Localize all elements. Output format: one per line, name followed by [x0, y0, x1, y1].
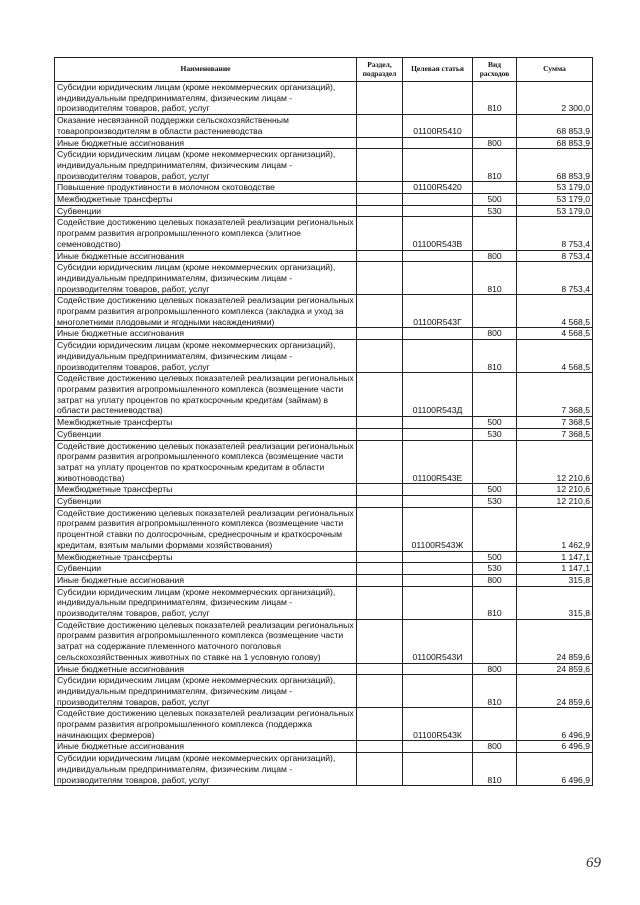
table-row — [55, 708, 593, 741]
cell-name: Субсидии юридическим лицам (кроме некоммерческих организаций), индивидуальным предпринимателям, физическим лицам - производителям товаров, работ, услуг — [55, 149, 357, 182]
table-row — [55, 250, 593, 262]
table-row — [55, 574, 593, 586]
cell-name: Повышение продуктивности в молочном скотоводстве — [55, 182, 357, 194]
table-row — [55, 217, 593, 250]
table-row — [55, 262, 593, 295]
cell-sum: 53 179,0 — [517, 194, 593, 206]
cell-section — [357, 373, 403, 417]
cell-sum: 6 496,9 — [517, 741, 593, 753]
cell-target — [403, 563, 473, 575]
cell-name: Иные бюджетные ассигнования — [55, 663, 357, 675]
cell-expense: 530 — [473, 205, 517, 217]
cell-target — [403, 663, 473, 675]
cell-target — [403, 574, 473, 586]
table-row — [55, 551, 593, 563]
table-body — [55, 82, 593, 786]
cell-name: Иные бюджетные ассигнования — [55, 741, 357, 753]
cell-name: Иные бюджетные ассигнования — [55, 250, 357, 262]
table-row — [55, 484, 593, 496]
cell-expense: 800 — [473, 137, 517, 149]
cell-expense: 810 — [473, 262, 517, 295]
cell-sum: 53 179,0 — [517, 205, 593, 217]
cell-section — [357, 484, 403, 496]
cell-expense: 810 — [473, 82, 517, 115]
table-row — [55, 82, 593, 115]
cell-target: 01100R543Ж — [403, 507, 473, 551]
cell-section — [357, 563, 403, 575]
cell-expense — [473, 182, 517, 194]
cell-sum: 4 568,5 — [517, 340, 593, 373]
cell-expense: 800 — [473, 250, 517, 262]
cell-section — [357, 149, 403, 182]
cell-sum: 4 568,5 — [517, 328, 593, 340]
budget-table — [54, 57, 593, 786]
cell-section — [357, 663, 403, 675]
cell-expense — [473, 115, 517, 137]
cell-section — [357, 194, 403, 206]
cell-sum: 1 462,9 — [517, 507, 593, 551]
cell-target — [403, 82, 473, 115]
cell-expense: 810 — [473, 586, 517, 619]
cell-expense — [473, 507, 517, 551]
cell-section — [357, 675, 403, 708]
cell-expense: 500 — [473, 551, 517, 563]
cell-target: 01100R543К — [403, 708, 473, 741]
cell-name: Содействие достижению целевых показателей реализации региональных программ развития агропромышленного комплекса (возмещение части затрат на уплату процентов по краткосрочным кредитам (займам) в области растениеводства) — [55, 373, 357, 417]
cell-section — [357, 295, 403, 328]
cell-target — [403, 586, 473, 619]
cell-section — [357, 428, 403, 440]
table-row — [55, 417, 593, 429]
cell-expense: 800 — [473, 574, 517, 586]
cell-expense — [473, 619, 517, 663]
header-expense: Вид расходов — [473, 58, 517, 82]
table-row — [55, 115, 593, 137]
cell-sum: 6 496,9 — [517, 753, 593, 786]
cell-sum: 68 853,9 — [517, 137, 593, 149]
cell-name: Субвенции — [55, 496, 357, 508]
cell-target: 01100R543И — [403, 619, 473, 663]
table-row — [55, 563, 593, 575]
cell-target — [403, 194, 473, 206]
cell-name: Межбюджетные трансферты — [55, 417, 357, 429]
cell-section — [357, 496, 403, 508]
cell-target — [403, 753, 473, 786]
cell-target — [403, 417, 473, 429]
cell-target — [403, 205, 473, 217]
cell-sum: 1 147,1 — [517, 563, 593, 575]
cell-name: Иные бюджетные ассигнования — [55, 137, 357, 149]
cell-name: Межбюджетные трансферты — [55, 194, 357, 206]
cell-name: Содействие достижению целевых показателей реализации региональных программ развития агропромышленного комплекса (закладка и уход за многолетними плодовыми и ягодными насаждениями) — [55, 295, 357, 328]
cell-target — [403, 262, 473, 295]
table-row — [55, 619, 593, 663]
cell-target — [403, 675, 473, 708]
header-sum: Сумма — [517, 58, 593, 82]
cell-sum: 7 368,5 — [517, 373, 593, 417]
cell-section — [357, 417, 403, 429]
cell-sum: 12 210,6 — [517, 440, 593, 484]
table-row — [55, 340, 593, 373]
cell-name: Межбюджетные трансферты — [55, 484, 357, 496]
cell-section — [357, 741, 403, 753]
cell-section — [357, 182, 403, 194]
cell-name: Субсидии юридическим лицам (кроме некоммерческих организаций), индивидуальным предпринимателям, физическим лицам - производителям товаров, работ, услуг — [55, 262, 357, 295]
cell-sum: 53 179,0 — [517, 182, 593, 194]
cell-target: 01100R543В — [403, 217, 473, 250]
cell-target — [403, 551, 473, 563]
cell-target — [403, 428, 473, 440]
cell-name: Межбюджетные трансферты — [55, 551, 357, 563]
cell-sum: 8 753,4 — [517, 250, 593, 262]
cell-name: Субвенции — [55, 205, 357, 217]
header-section: Раздел, подраздел — [357, 58, 403, 82]
header-name: Наименование — [55, 58, 357, 82]
cell-sum: 6 496,9 — [517, 708, 593, 741]
cell-section — [357, 82, 403, 115]
table-row — [55, 753, 593, 786]
cell-section — [357, 586, 403, 619]
cell-name: Содействие достижению целевых показателей реализации региональных программ развития агропромышленного комплекса (возмещение части затрат на содержание племенного маточного поголовья сельскохозяйственных животных по ставке на 1 условную голову) — [55, 619, 357, 663]
table-row — [55, 373, 593, 417]
cell-section — [357, 115, 403, 137]
cell-sum: 12 210,6 — [517, 496, 593, 508]
cell-name: Содействие достижению целевых показателей реализации региональных программ развития агропромышленного комплекса (возмещение части затрат на уплату процентов по краткосрочным кредитам в области животноводства) — [55, 440, 357, 484]
table-row — [55, 675, 593, 708]
cell-sum: 7 368,5 — [517, 428, 593, 440]
cell-sum: 24 859,6 — [517, 675, 593, 708]
cell-name: Субсидии юридическим лицам (кроме некоммерческих организаций), индивидуальным предпринимателям, физическим лицам - производителям товаров, работ, услуг — [55, 675, 357, 708]
table-row — [55, 182, 593, 194]
cell-expense: 800 — [473, 328, 517, 340]
cell-sum: 8 753,4 — [517, 217, 593, 250]
cell-section — [357, 574, 403, 586]
table-row — [55, 149, 593, 182]
cell-name: Иные бюджетные ассигнования — [55, 574, 357, 586]
page-number: 69 — [586, 855, 601, 871]
cell-name: Субсидии юридическим лицам (кроме некоммерческих организаций), индивидуальным предпринимателям, физическим лицам - производителям товаров, работ, услуг — [55, 753, 357, 786]
table-row — [55, 194, 593, 206]
table-row — [55, 663, 593, 675]
cell-name: Субвенции — [55, 563, 357, 575]
cell-name: Иные бюджетные ассигнования — [55, 328, 357, 340]
cell-section — [357, 708, 403, 741]
cell-name: Содействие достижению целевых показателей реализации региональных программ развития агропромышленного комплекса (элитное семеноводство) — [55, 217, 357, 250]
table-row — [55, 741, 593, 753]
table-row — [55, 440, 593, 484]
table-row — [55, 428, 593, 440]
cell-section — [357, 137, 403, 149]
cell-target: 01100R543Д — [403, 373, 473, 417]
cell-section — [357, 753, 403, 786]
cell-name: Содействие достижению целевых показателей реализации региональных программ развития агропромышленного комплекса (возмещение части процентной ставки по долгосрочным, среднесрочным и краткосрочным кредитам, взятым малыми формами хозяйствования) — [55, 507, 357, 551]
cell-target: 01100R5420 — [403, 182, 473, 194]
cell-target: 01100R543Г — [403, 295, 473, 328]
cell-section — [357, 262, 403, 295]
cell-sum: 8 753,4 — [517, 262, 593, 295]
cell-expense: 800 — [473, 663, 517, 675]
cell-section — [357, 205, 403, 217]
table-row — [55, 507, 593, 551]
cell-section — [357, 551, 403, 563]
cell-name: Субсидии юридическим лицам (кроме некоммерческих организаций), индивидуальным предпринимателям, физическим лицам - производителям товаров, работ, услуг — [55, 340, 357, 373]
cell-sum: 12 210,6 — [517, 484, 593, 496]
cell-expense: 500 — [473, 194, 517, 206]
cell-sum: 4 568,5 — [517, 295, 593, 328]
cell-target — [403, 250, 473, 262]
cell-target — [403, 484, 473, 496]
header-target: Целевая статья — [403, 58, 473, 82]
cell-expense: 810 — [473, 149, 517, 182]
cell-name: Субсидии юридическим лицам (кроме некоммерческих организаций), индивидуальным предпринимателям, физическим лицам - производителям товаров, работ, услуг — [55, 82, 357, 115]
cell-section — [357, 250, 403, 262]
cell-sum: 68 853,9 — [517, 115, 593, 137]
cell-target: 01100R543Е — [403, 440, 473, 484]
cell-expense — [473, 373, 517, 417]
cell-sum: 2 300,0 — [517, 82, 593, 115]
cell-expense — [473, 440, 517, 484]
cell-expense: 800 — [473, 741, 517, 753]
cell-sum: 7 368,5 — [517, 417, 593, 429]
cell-section — [357, 328, 403, 340]
cell-expense: 810 — [473, 340, 517, 373]
cell-expense: 530 — [473, 428, 517, 440]
cell-sum: 24 859,6 — [517, 663, 593, 675]
cell-expense — [473, 708, 517, 741]
cell-sum: 24 859,6 — [517, 619, 593, 663]
cell-target — [403, 741, 473, 753]
table-row — [55, 137, 593, 149]
cell-name: Субвенции — [55, 428, 357, 440]
cell-target — [403, 137, 473, 149]
table-row — [55, 496, 593, 508]
cell-expense — [473, 295, 517, 328]
table-row — [55, 205, 593, 217]
cell-target — [403, 149, 473, 182]
cell-sum: 68 853,9 — [517, 149, 593, 182]
table-row — [55, 586, 593, 619]
cell-target — [403, 340, 473, 373]
cell-section — [357, 507, 403, 551]
header-row — [55, 58, 593, 82]
cell-target — [403, 496, 473, 508]
cell-target — [403, 328, 473, 340]
table-row — [55, 295, 593, 328]
cell-sum: 1 147,1 — [517, 551, 593, 563]
cell-section — [357, 440, 403, 484]
cell-section — [357, 217, 403, 250]
cell-sum: 315,8 — [517, 586, 593, 619]
cell-expense — [473, 217, 517, 250]
cell-expense: 810 — [473, 675, 517, 708]
cell-section — [357, 619, 403, 663]
cell-expense: 500 — [473, 417, 517, 429]
cell-target: 01100R5410 — [403, 115, 473, 137]
cell-expense: 530 — [473, 563, 517, 575]
table-header — [55, 58, 593, 82]
cell-expense: 810 — [473, 753, 517, 786]
cell-expense: 500 — [473, 484, 517, 496]
cell-name: Оказание несвязанной поддержки сельскохозяйственным товаропроизводителям в области растениеводства — [55, 115, 357, 137]
table-row — [55, 328, 593, 340]
cell-section — [357, 340, 403, 373]
cell-name: Субсидии юридическим лицам (кроме некоммерческих организаций), индивидуальным предпринимателям, физическим лицам - производителям товаров, работ, услуг — [55, 586, 357, 619]
cell-sum: 315,8 — [517, 574, 593, 586]
cell-name: Содействие достижению целевых показателей реализации региональных программ развития агропромышленного комплекса (поддержка начинающих фермеров) — [55, 708, 357, 741]
cell-expense: 530 — [473, 496, 517, 508]
